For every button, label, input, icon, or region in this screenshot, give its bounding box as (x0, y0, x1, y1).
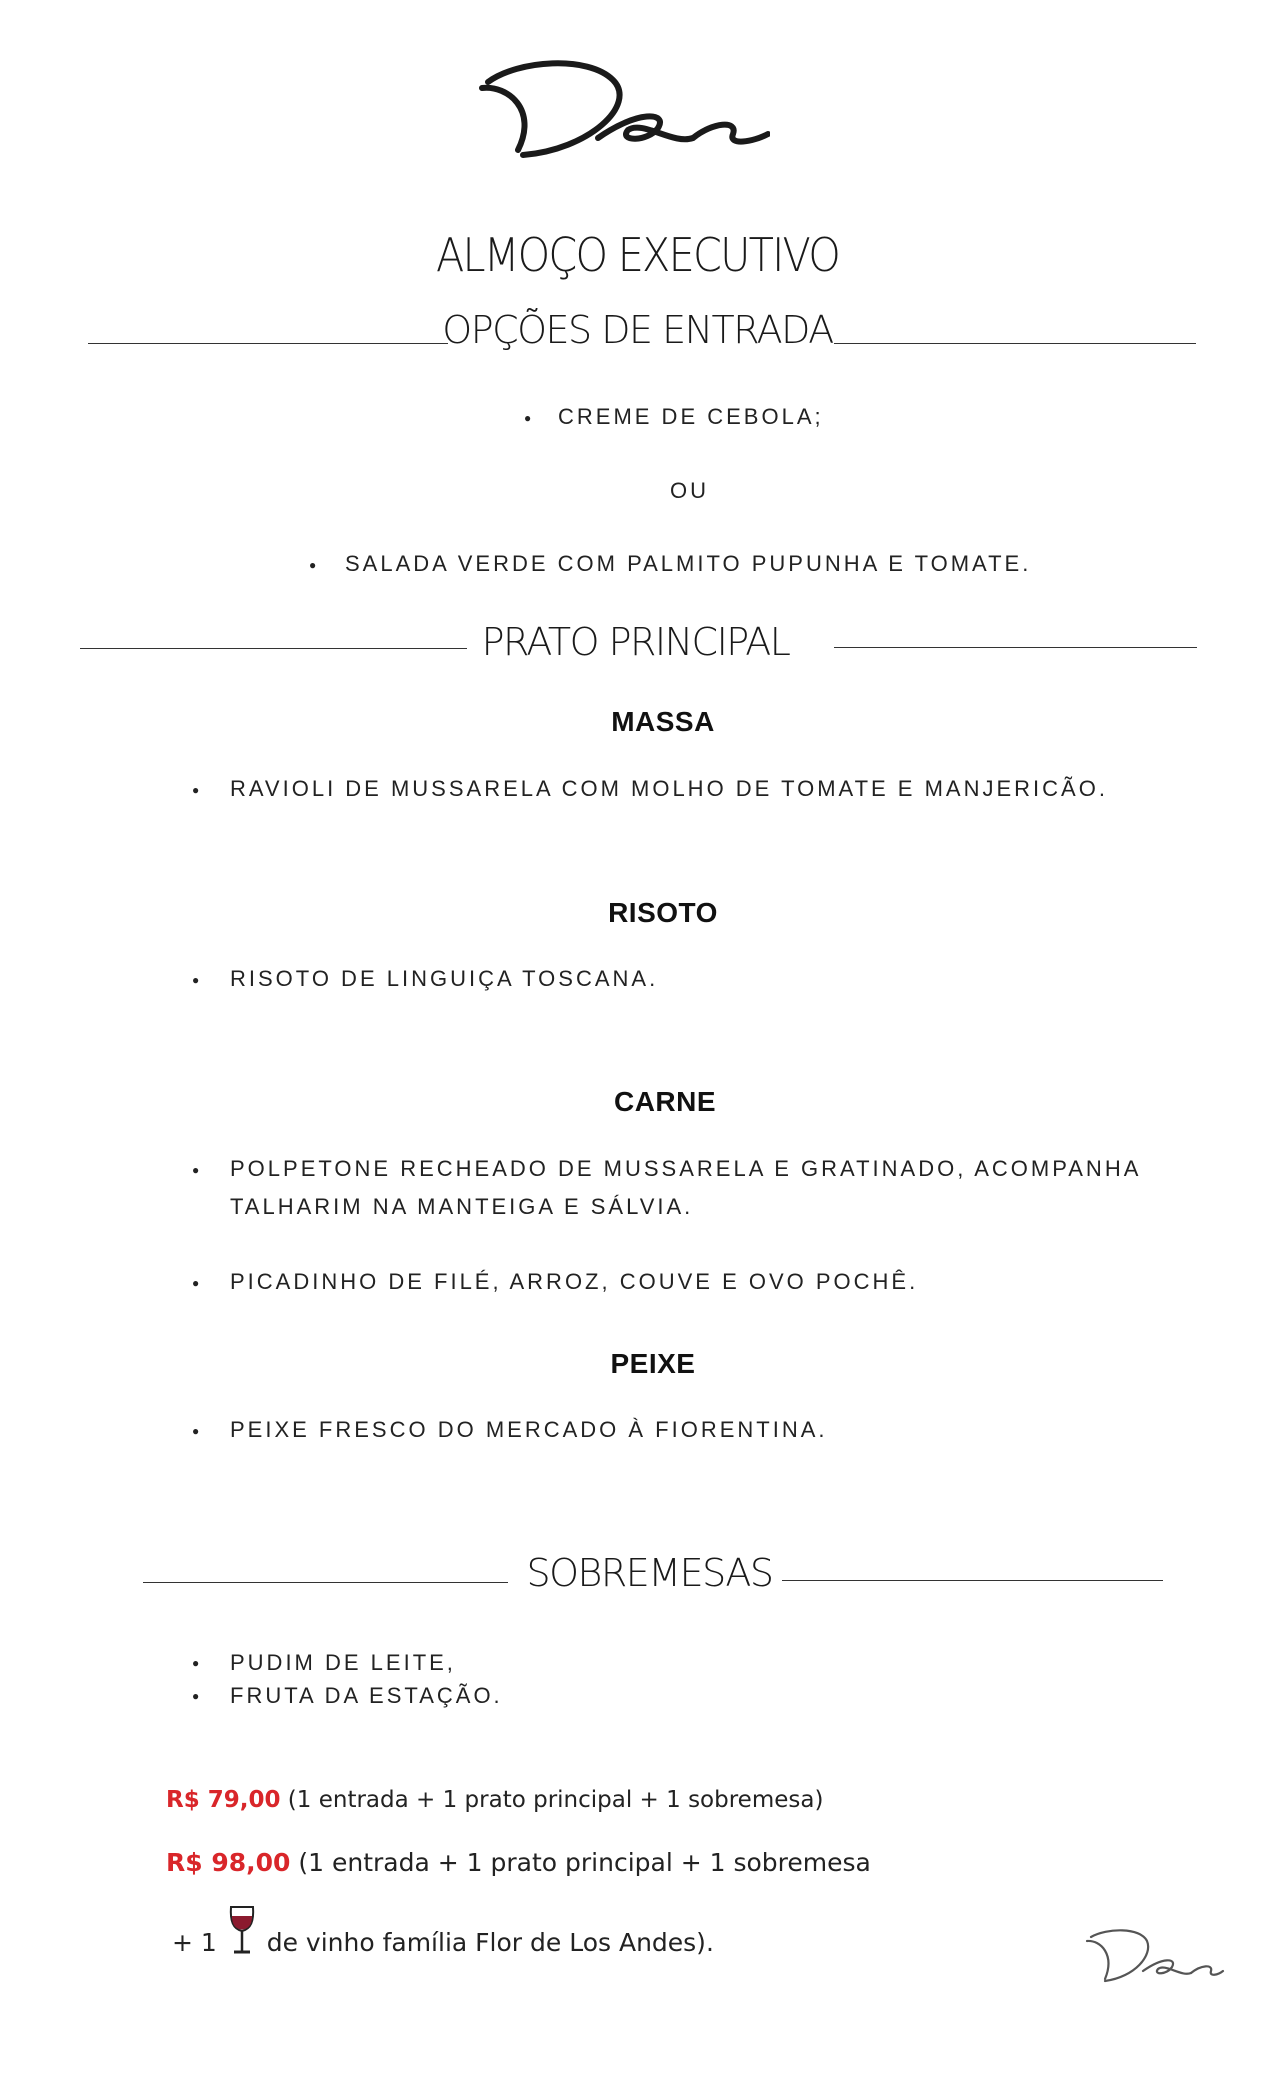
list-item: ● PEIXE FRESCO DO MERCADO À FIORENTINA. (230, 1411, 828, 1449)
list-item: ● PICADINHO DE FILÉ, ARROZ, COUVE E OVO POCHÊ. (230, 1263, 918, 1301)
divider-line (834, 343, 1196, 344)
price-description: (1 entrada + 1 prato principal + 1 sobremesa) (287, 1787, 824, 1813)
section-heading-sobremesas: SOBREMESAS (526, 1551, 773, 1595)
divider-line (834, 647, 1197, 648)
bullet-icon: ● (192, 1424, 203, 1438)
wine-glass-icon (227, 1905, 257, 1957)
restaurant-logo-small (1085, 1925, 1225, 1987)
bullet-icon: ● (192, 973, 203, 987)
price-value: R$ 79,00 (166, 1787, 281, 1813)
separator-text: OU (670, 478, 709, 503)
list-item: ● POLPETONE RECHEADO DE MUSSARELA E GRATINADO, ACOMPANHA TALHARIM NA MANTEIGA E SÁLVIA. (230, 1150, 1141, 1226)
bullet-icon: ● (309, 558, 320, 572)
list-item: ● PUDIM DE LEITE, (230, 1646, 456, 1679)
bullet-icon: ● (192, 1163, 203, 1177)
category-massa: MASSA (611, 706, 715, 737)
list-item: ● FRUTA DA ESTAÇÃO. (230, 1679, 503, 1712)
bullet-icon: ● (192, 1656, 203, 1670)
page-title: ALMOÇO EXECUTIVO (435, 228, 840, 282)
price-option-1 (166, 1787, 823, 1813)
category-carne: CARNE (613, 1086, 717, 1117)
list-item: ● RISOTO DE LINGUIÇA TOSCANA. (230, 960, 658, 998)
price-option-2-continued: + 1 de vinho família Flor de Los Andes). (172, 1905, 714, 1957)
category-peixe: PEIXE (610, 1348, 696, 1379)
section-heading-principal: PRATO PRINCIPAL (481, 620, 790, 664)
price-value: R$ 98,00 (166, 1848, 291, 1877)
price-description: (1 entrada + 1 prato principal + 1 sobremesa (298, 1848, 871, 1877)
bullet-icon: ● (192, 1276, 203, 1290)
divider-line (782, 1580, 1163, 1581)
restaurant-logo (478, 50, 770, 160)
list-item: ● CREME DE CEBOLA; (558, 398, 824, 436)
bullet-icon: ● (192, 783, 203, 797)
category-risoto: RISOTO (608, 897, 718, 928)
bullet-icon: ● (524, 411, 535, 425)
section-heading-entradas: OPÇÕES DE ENTRADA (442, 308, 833, 352)
list-item: ● RAVIOLI DE MUSSARELA COM MOLHO DE TOMATE E MANJERICÃO. (230, 770, 1108, 808)
price-option-2 (166, 1848, 871, 1877)
bullet-icon: ● (192, 1689, 203, 1703)
list-item: ● SALADA VERDE COM PALMITO PUPUNHA E TOMATE. (345, 545, 1031, 583)
